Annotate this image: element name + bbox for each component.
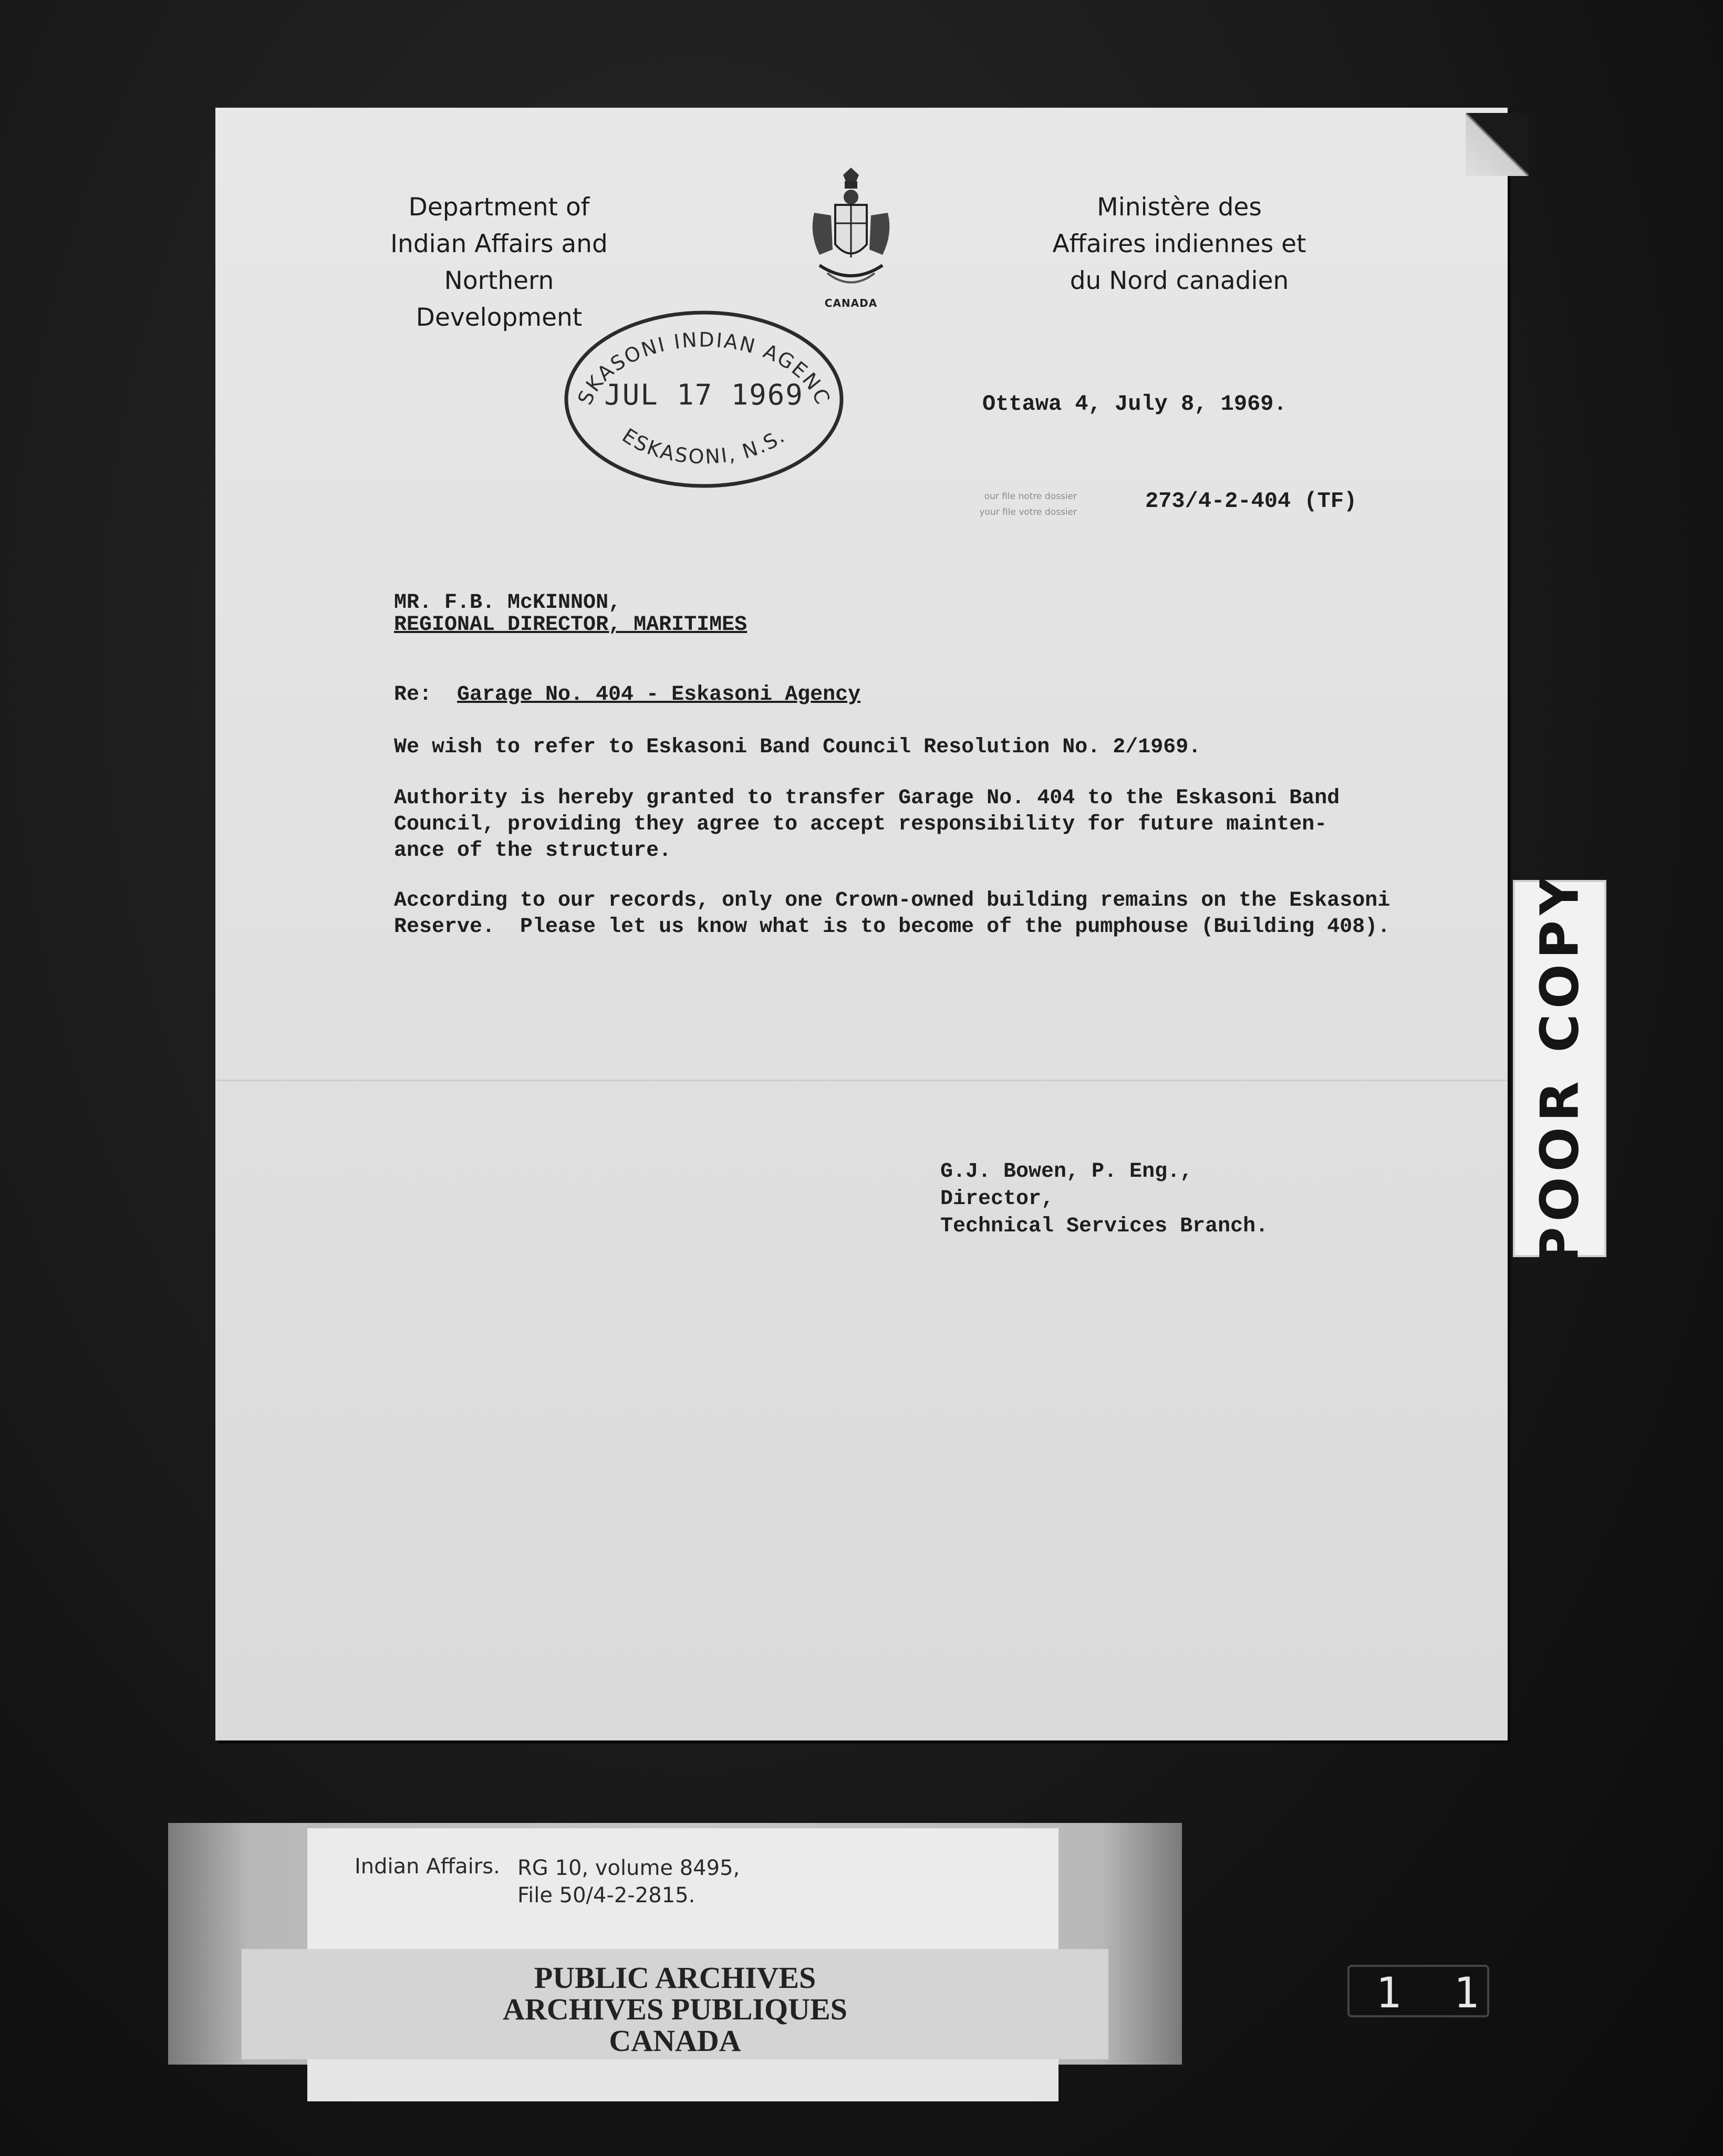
- file-number: 273/4-2-404 (TF): [1145, 489, 1357, 514]
- re-label: Re:: [394, 683, 432, 707]
- archive-source: Indian Affairs.: [355, 1854, 500, 1879]
- letter-sheet: [215, 108, 1508, 1740]
- re-subject: Garage No. 404 - Eskasoni Agency: [457, 683, 861, 707]
- archive-reference: RG 10, volume 8495, File 50/4-2-2815.: [517, 1856, 740, 1908]
- file-reference-labels: [972, 489, 1077, 520]
- letterhead-french-line: Affaires indiennes et: [1052, 230, 1306, 258]
- archive-label-bottom: [307, 2059, 1058, 2101]
- poor-copy-text: POOR COPY: [1529, 872, 1591, 1266]
- public-archives-label: [242, 1949, 1108, 2059]
- archives-label-line: CANADA: [609, 2024, 741, 2058]
- body-paragraph-1: We wish to refer to Eskasoni Band Council Resolution No. 2/1969.: [394, 735, 1201, 759]
- addressee-title: REGIONAL DIRECTOR, MARITIMES: [394, 613, 748, 637]
- body-paragraph-3: According to our records, only one Crown-owned building remains on the Eskasoni Reserve. Please let us know what is to become of the pumphouse (Building 408).: [394, 889, 1390, 939]
- signature-block: G.J. Bowen, P. Eng., Director, Technical Services Branch.: [940, 1160, 1269, 1238]
- addressee-name: MR. F.B. McKINNON,: [394, 591, 621, 615]
- archives-label-line: ARCHIVES PUBLIQUES: [503, 1992, 847, 2026]
- svg-text:ESKASONI, N.S.: [618, 424, 790, 469]
- letter-date: Ottawa 4, July 8, 1969.: [982, 391, 1287, 417]
- coat-of-arms-icon: [798, 165, 904, 302]
- our-file-label: our file notre dossier: [984, 491, 1077, 502]
- letterhead-english-line: Department of: [408, 193, 590, 222]
- archives-label-line: PUBLIC ARCHIVES: [534, 1961, 816, 1995]
- crest-label: CANADA: [824, 297, 878, 309]
- frame-counter: 11: [1347, 1965, 1489, 2017]
- stamp-bottom-text: ESKASONI, N.S.: [618, 423, 790, 469]
- letterhead-french-line: Ministère des: [1097, 193, 1262, 222]
- letterhead-french: [1043, 189, 1316, 299]
- letterhead-english-line: Northern Development: [416, 266, 583, 332]
- folded-corner: [1466, 113, 1529, 176]
- body-paragraph-2: Authority is hereby granted to transfer Garage No. 404 to the Eskasoni Band Council, providing they agree to accept responsibility for future mainten- ance of the structure.: [394, 786, 1340, 863]
- stamp-top-text: SKASONI INDIAN AGENC: [573, 328, 835, 409]
- poor-copy-tag: [1513, 872, 1606, 1266]
- your-file-label: your file votre dossier: [979, 507, 1077, 517]
- letterhead-french-line: du Nord canadien: [1070, 266, 1289, 295]
- archive-reference-card: [307, 1828, 1058, 1949]
- stamp-date: JUL 17 1969: [604, 378, 804, 411]
- received-stamp: [554, 305, 854, 494]
- letterhead-english-line: Indian Affairs and: [390, 230, 608, 258]
